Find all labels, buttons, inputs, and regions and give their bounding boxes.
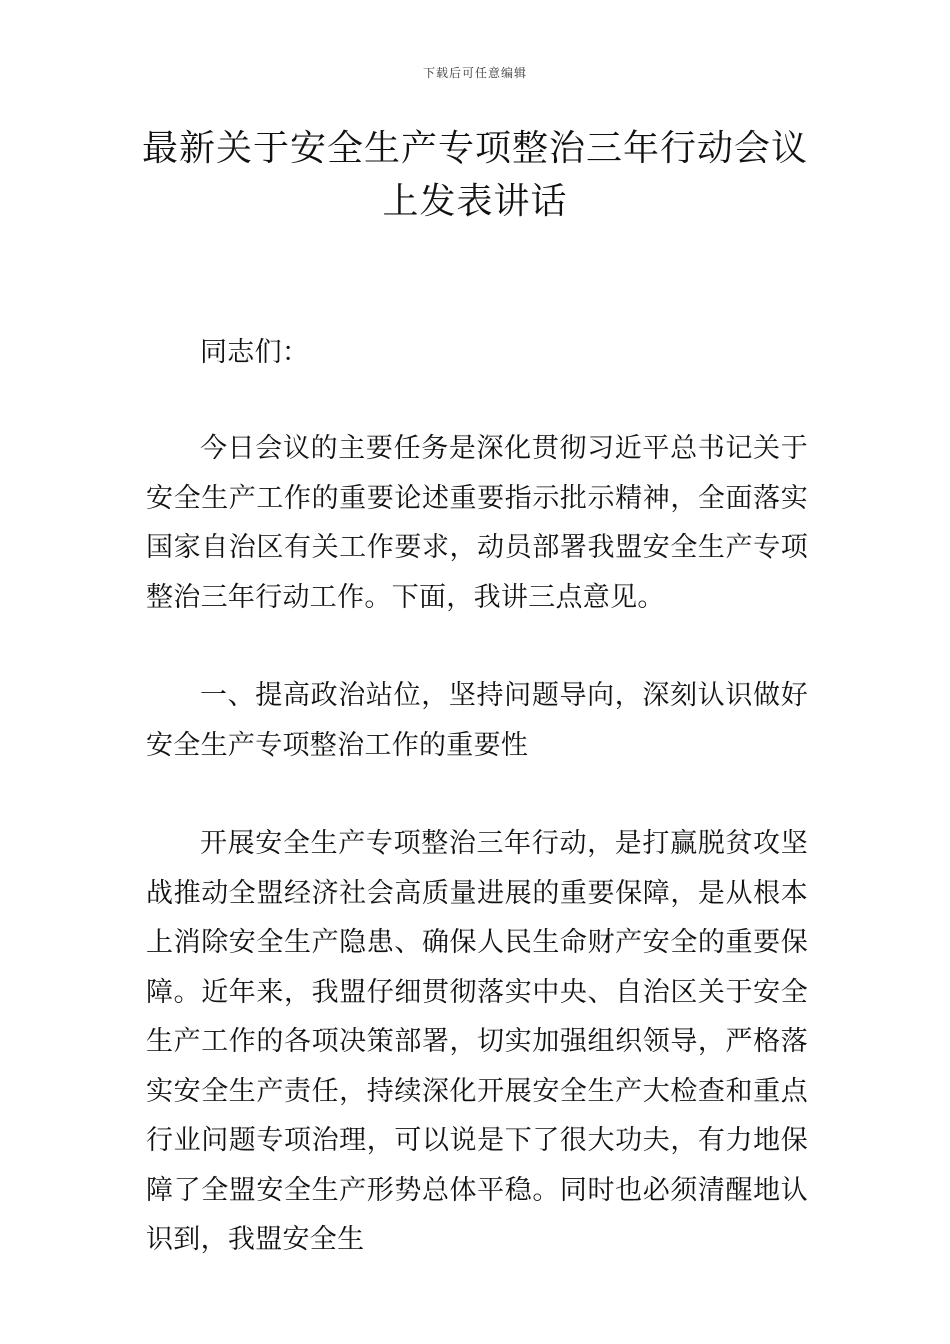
salutation: 同志们： [200, 337, 310, 368]
paragraph-intro: 今日会议的主要任务是深化贯彻习近平总书记关于安全生产工作的重要论述重要指示批示精神，全面落实国家自治区有关工作要求，动员部署我盟安全生产专项整治三年行动工作。下面，我讲三点意见。 [146, 433, 808, 613]
title-line-2: 上发表讲话 [382, 181, 568, 222]
title-line-1: 最新关于安全生产专项整治三年行动会议 [141, 128, 808, 169]
section-heading-1: 一、提高政治站位，坚持问题导向，深刻认识做好安全生产专项整治工作的重要性 [146, 680, 808, 761]
header-note: 下载后可任意编辑 [422, 66, 527, 80]
document-title [120, 122, 830, 228]
paragraph-body: 开展安全生产专项整治三年行动，是打赢脱贫攻坚战推动全盟经济社会高质量进展的重要保障，是从根本上消除安全生产隐患、确保人民生命财产安全的重要保障。近年来，我盟仔细贯彻落实中央、自治区关于安全生产工作的各项决策部署，切实加强组织领导，严格落实安全生产责任，持续深化开展安全生产大检查和重点行业问题专项治理，可以说是下了很大功夫，有力地保障了全盟安全生产形势总体平稳。同时也必须清醒地认识到，我盟安全生 [146, 828, 808, 1255]
